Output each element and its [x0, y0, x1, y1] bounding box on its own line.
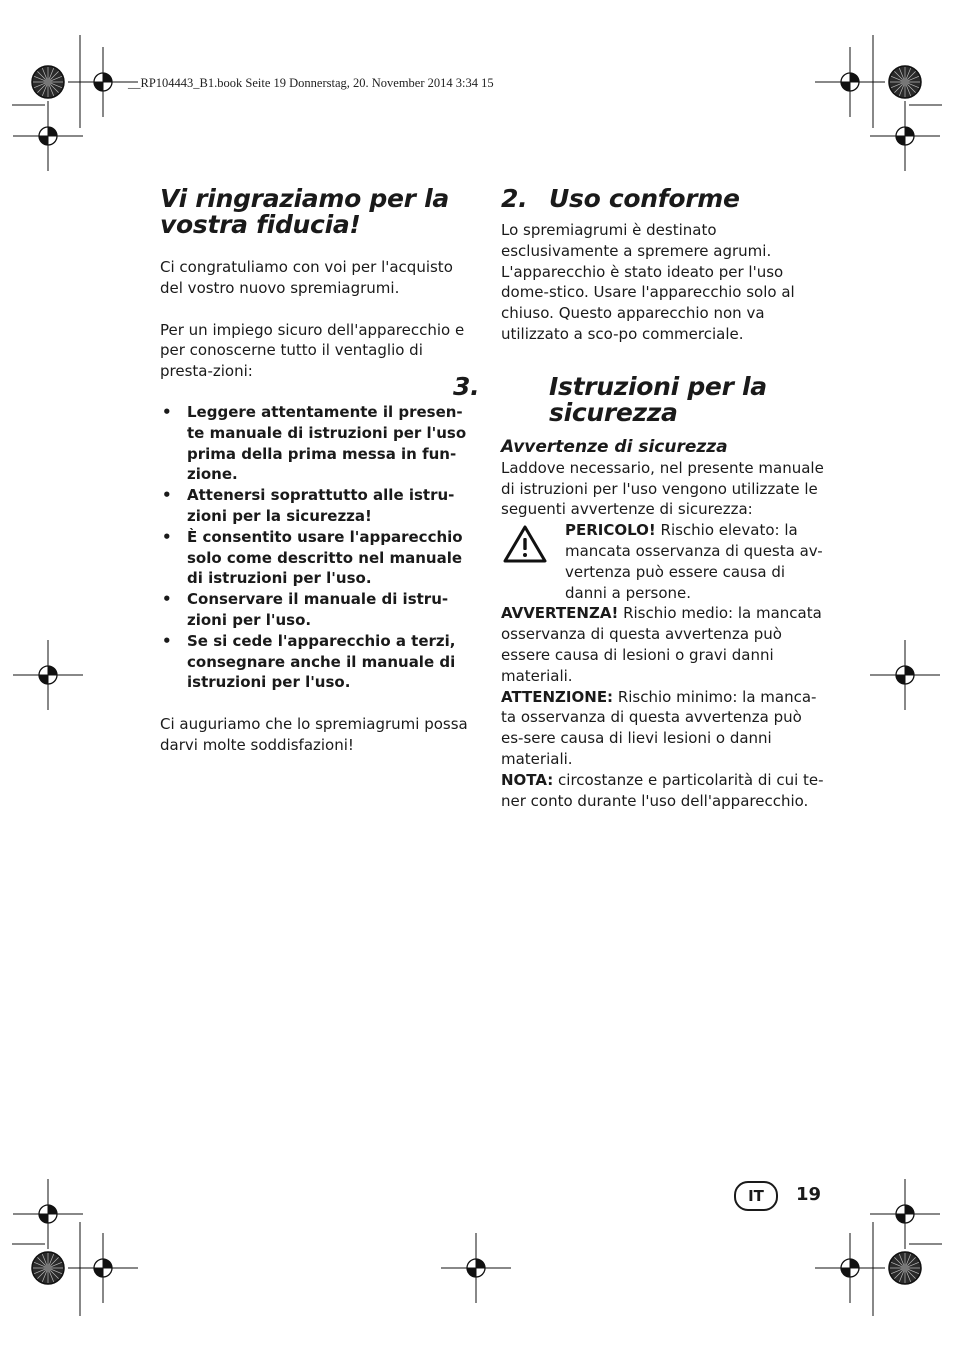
list-item: • Leggere attentamente il presen-te manuale di istruzioni per l'uso prima della prima messa in fun-zione.: [160, 402, 478, 485]
registration-mark-icon: [68, 1233, 138, 1303]
section-number: 2.: [501, 184, 528, 213]
page-number: 19: [796, 1184, 822, 1205]
registration-mark-icon: [13, 640, 83, 710]
section-title-text: Uso conforme: [549, 184, 740, 213]
intro-paragraph: Ci congratuliamo con voi per l'acquisto del vostro nuovo spremiagrumi.: [160, 258, 453, 297]
registration-mark-icon: [441, 1233, 511, 1303]
caution-text: Rischio minimo: la manca-ta osservanza di questa avvertenza può es-sere causa di lievi lesioni o danni materiali.: [501, 687, 817, 768]
rosette-color-mark-icon: [889, 1252, 921, 1284]
right-column: [453, 184, 824, 811]
closing-paragraph: Ci auguriamo che lo spremiagrumi possa darvi molte soddisfazioni!: [160, 715, 468, 754]
left-column: [160, 186, 478, 756]
rosette-color-mark-icon: [32, 1252, 64, 1284]
list-item: • Conservare il manuale di istru-zioni per l'uso.: [160, 589, 478, 631]
safety-bullet-list: [160, 402, 478, 693]
list-item: • Attenersi soprattutto alle istru-zioni per la sicurezza!: [160, 485, 478, 527]
warning-paragraph: [501, 603, 824, 686]
section-number: 3.: [453, 371, 480, 401]
note-label: NOTA:: [501, 770, 554, 789]
rosette-color-mark-icon: [889, 66, 921, 98]
safety-intro: Laddove necessario, nel presente manuale di istruzioni per l'uso vengono utilizzate le seguenti avvertenze di sicurezza:: [501, 458, 824, 519]
print-header-line: __RP104443_B1.book Seite 19 Donnerstag, 20. November 2014 3:34 15: [128, 76, 494, 90]
language-badge: IT: [734, 1181, 778, 1211]
safety-warnings-subheading: Avvertenze di sicurezza: [501, 436, 728, 457]
section-title-text: Istruzioni per la sicurezza: [549, 371, 767, 427]
registration-mark-icon: [870, 640, 940, 710]
danger-warning: [501, 520, 824, 603]
list-item: • Se si cede l'apparecchio a terzi, consegnare anche il manuale di istruzioni per l'uso.: [160, 631, 478, 693]
caution-label: ATTENZIONE:: [501, 687, 614, 706]
registration-mark-icon: [815, 1233, 885, 1303]
note-paragraph: [501, 770, 824, 812]
warning-label: AVVERTENZA!: [501, 604, 619, 623]
danger-text: Rischio elevato: la mancata osservanza di questa av-vertenza può essere causa di danni a persone.: [565, 521, 823, 602]
thank-you-title: Vi ringraziamo per la vostra fiducia!: [160, 184, 449, 239]
note-text: circostanze e particolarità di cui te-ner conto durante l'uso dell'apparecchio.: [501, 770, 824, 810]
registration-mark-icon: [815, 47, 885, 117]
warning-triangle-icon: [502, 524, 548, 564]
danger-label: PERICOLO!: [565, 521, 656, 540]
registration-mark-icon: [870, 101, 940, 171]
section-2-body: Lo spremiagrumi è destinato esclusivamente a spremere agrumi. L'apparecchio è stato ideato per l'uso dome-stico. Usare l'apparecchio solo al chiuso. Questo apparecchio non va utilizzato a sco-po commerciale.: [501, 221, 795, 343]
section-3-title: [453, 371, 824, 427]
list-item: • È consentito usare l'apparecchio solo come descritto nel manuale di istruzioni per l'uso.: [160, 527, 478, 589]
intro-paragraph: Per un impiego sicuro dell'apparecchio e per conoscerne tutto il ventaglio di presta-zioni:: [160, 320, 465, 381]
rosette-color-mark-icon: [32, 66, 64, 98]
warning-text: Rischio medio: la mancata osservanza di questa avvertenza può essere causa di lesioni o gravi danni materiali.: [501, 604, 822, 685]
registration-mark-icon: [870, 1179, 940, 1249]
registration-mark-icon: [13, 1179, 83, 1249]
section-2-title: [501, 186, 824, 212]
caution-paragraph: [501, 687, 824, 770]
registration-mark-icon: [13, 101, 83, 171]
